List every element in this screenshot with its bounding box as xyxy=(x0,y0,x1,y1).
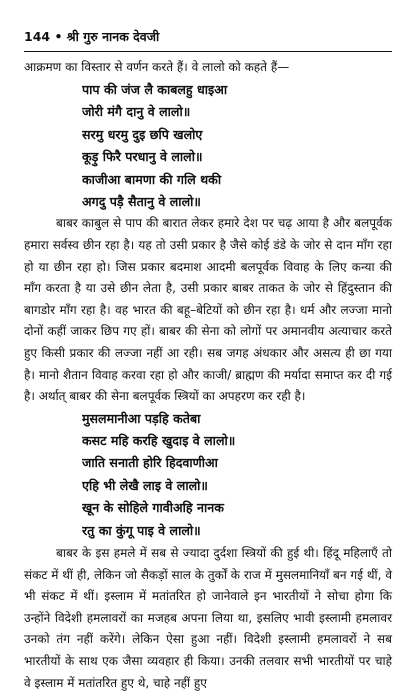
verse-block-2 xyxy=(82,408,382,542)
verse-line: जोरी मंगै दानु वे लालो॥ xyxy=(82,104,191,120)
verse-line: रतु का कुंगू पाइ वे लालो॥ xyxy=(82,522,201,538)
verse-line: जाति सनाती होरि हिदवाणीआ xyxy=(82,455,218,471)
running-head: 144 • श्री गुरु नानक देवजी xyxy=(24,29,160,44)
header-rule xyxy=(24,51,392,52)
verse-line: कूड़ु फिरै परधानु वे लालो॥ xyxy=(82,149,203,165)
verse-line: काजीआ बामणा की गलि थकी xyxy=(82,171,222,187)
intro-line: आक्रमण का विस्तार से वर्णन करते हैं। वे लालो को कहते हैं— xyxy=(24,60,290,74)
page-header xyxy=(24,24,392,54)
verse-line: खून के सोहिले गावीअहि नानक xyxy=(82,500,224,516)
paragraph: बाबर काबुल से पाप की बारात लेकर हमारे देश पर चढ़ आया है और बलपूर्वक हमारा सर्वस्व छीन रहा है। यह तो उसी प्रकार है जैसे कोई डंडे के जोर से दान माँग रहा हो या छीन रहा हो। जिस प्रकार बदमाश आदमी बलपूर्वक विवाह के लिए कन्या की माँग करता है या उसे छीन लेता है, उसी प्रकार बाबर ताकत के जोर से हिंदुस्तान की बागडोर माँग रहा है। वह भारत की बहू–बेटियों को छीन रहा है। धर्म और लज्जा मानो दोनों कहीं जाकर छिप गए हों। बाबर की सेना को लोगों पर अमानवीय अत्याचार करते हुए किसी प्रकार की लज्जा नहीं आ रही। सब जगह अंधकार और असत्य ही छा गया है। मानो शैतान विवाह करवा रहा हो और काजी/ ब्राह्मण की मर्यादा समाप्त कर दी गई है। अर्थात् बाबर की सेना बलपूर्वक स्त्रियों का अपहरण कर रही है। xyxy=(24,216,392,404)
verse-line: मुसलमानीआ पड़हि कतेबा xyxy=(82,410,201,426)
verse-line: सरमु धरमु दुइ छपि खलोए xyxy=(82,126,203,142)
verse-line: एहि भी लेखै लाइ वे लालो॥ xyxy=(82,477,208,493)
verse-block-1 xyxy=(82,79,382,213)
body-text xyxy=(24,56,392,694)
verse-line: अगदु पड़ै सैतानु वे लालो॥ xyxy=(82,193,201,209)
verse-line: कसट महि करहि खुदाइ वे लालो॥ xyxy=(82,433,236,449)
verse-line: पाप की जंज लै काबलहु धाइआ xyxy=(82,82,228,97)
paragraph: बाबर के इस हमले में सब से ज्यादा दुर्दशा स्त्रियों की हुई थी। हिंदू महिलाएँ तो संकट में थीं ही, लेकिन जो सैकड़ों साल के तुर्कों के राज में मुसलमानियाँ बन गई थीं, वे भी संकट में थीं। इस्लाम में मतांतरित हो जानेवाले इन भारतीयों ने सोचा होगा कि उन्होंने विदेशी हमलावरों का मजहब अपना लिया था, इसलिए भावी इस्लामी हमलावर उनको तंग नहीं करेंगे। लेकिन ऐसा हुआ नहीं। विदेशी इस्लामी हमलावरों ने सब भारतीयों के साथ एक जैसा व्यवहार ही किया। उनकी तलवार सभी भारतीयों पर चाहे वे इस्लाम में मतांतरित हुए थे, चाहे नहीं हुए xyxy=(24,546,392,690)
